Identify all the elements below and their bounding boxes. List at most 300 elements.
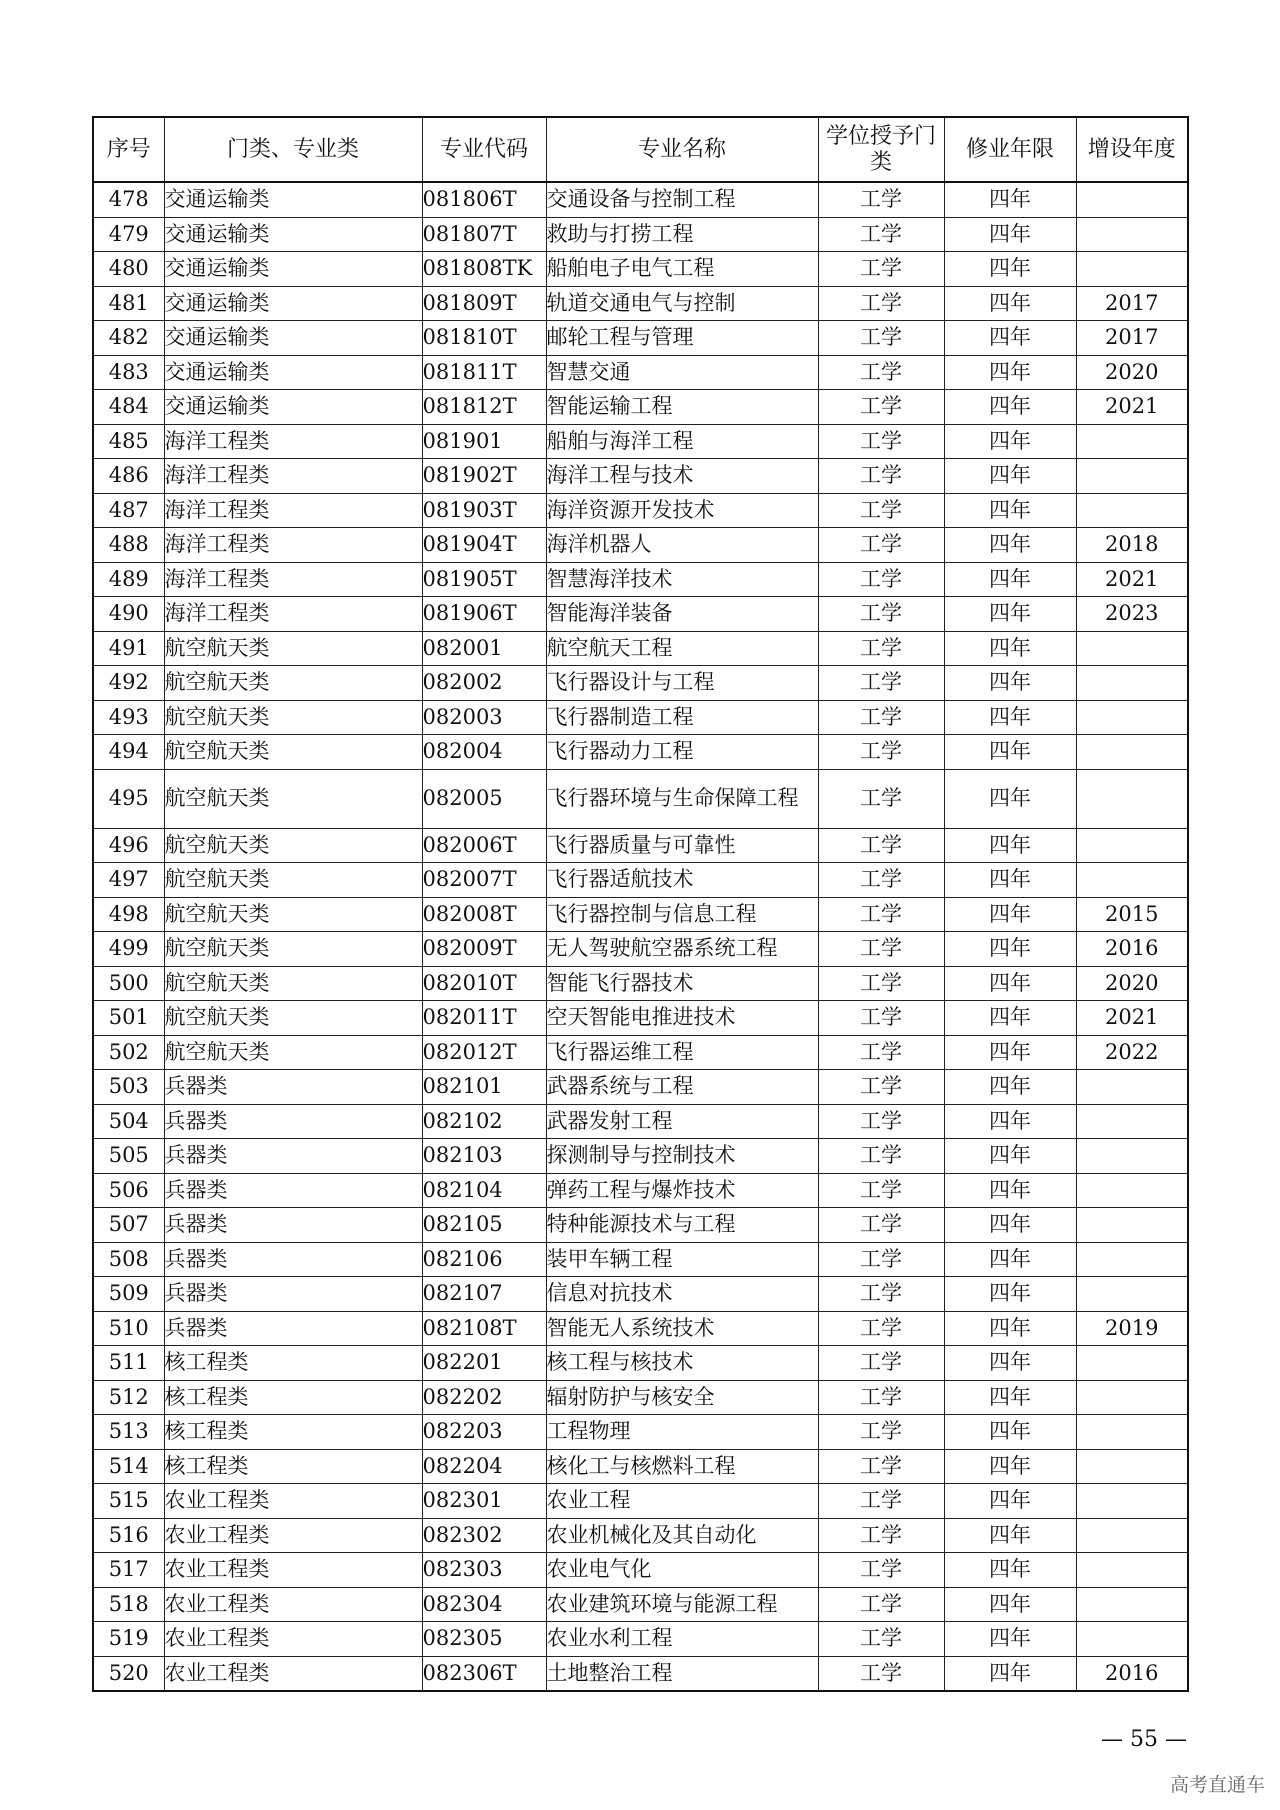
cell-name: 弹药工程与爆炸技术 [546,1173,818,1208]
cell-year-added: 2019 [1076,1311,1188,1346]
cell-degree: 工学 [818,1656,944,1691]
cell-year-added: 2015 [1076,897,1188,932]
cell-name: 海洋机器人 [546,528,818,563]
cell-seq: 487 [93,493,164,528]
cell-seq: 486 [93,459,164,494]
cell-years: 四年 [944,897,1076,932]
cell-years: 四年 [944,597,1076,632]
cell-code: 082202 [422,1380,546,1415]
cell-degree: 工学 [818,493,944,528]
cell-year-added [1076,1415,1188,1450]
cell-name: 农业电气化 [546,1553,818,1588]
cell-name: 智慧交通 [546,355,818,390]
table-row [93,597,1188,632]
cell-year-added [1076,424,1188,459]
cell-code: 082105 [422,1208,546,1243]
cell-year-added [1076,666,1188,701]
cell-seq: 480 [93,252,164,287]
cell-degree: 工学 [818,828,944,863]
cell-category: 核工程类 [164,1346,422,1381]
cell-seq: 511 [93,1346,164,1381]
cell-name: 邮轮工程与管理 [546,321,818,356]
table-row [93,182,1188,217]
cell-years: 四年 [944,1380,1076,1415]
cell-years: 四年 [944,1277,1076,1312]
cell-category: 农业工程类 [164,1656,422,1691]
cell-name: 智能运输工程 [546,390,818,425]
cell-name: 土地整治工程 [546,1656,818,1691]
cell-name: 探测制导与控制技术 [546,1139,818,1174]
cell-year-added [1076,252,1188,287]
table-row [93,1449,1188,1484]
cell-code: 082104 [422,1173,546,1208]
cell-degree: 工学 [818,1173,944,1208]
table-row [93,1622,1188,1657]
cell-year-added [1076,217,1188,252]
table-row [93,1518,1188,1553]
cell-code: 082008T [422,897,546,932]
cell-seq: 492 [93,666,164,701]
table-row [93,459,1188,494]
table-row [93,828,1188,863]
table-row [93,1484,1188,1519]
cell-year-added [1076,631,1188,666]
cell-name: 船舶与海洋工程 [546,424,818,459]
cell-year-added [1076,1173,1188,1208]
cell-category: 兵器类 [164,1311,422,1346]
cell-year-added [1076,863,1188,898]
cell-name: 信息对抗技术 [546,1277,818,1312]
cell-degree: 工学 [818,769,944,828]
cell-code: 082011T [422,1001,546,1036]
cell-degree: 工学 [818,897,944,932]
cell-seq: 502 [93,1035,164,1070]
cell-year-added: 2020 [1076,355,1188,390]
cell-degree: 工学 [818,1001,944,1036]
cell-seq: 498 [93,897,164,932]
table-row [93,1346,1188,1381]
cell-category: 海洋工程类 [164,493,422,528]
cell-degree: 工学 [818,1449,944,1484]
cell-name: 无人驾驶航空器系统工程 [546,932,818,967]
cell-years: 四年 [944,1104,1076,1139]
cell-years: 四年 [944,1415,1076,1450]
cell-seq: 482 [93,321,164,356]
cell-degree: 工学 [818,562,944,597]
cell-category: 农业工程类 [164,1622,422,1657]
table-row [93,631,1188,666]
cell-seq: 483 [93,355,164,390]
cell-seq: 519 [93,1622,164,1657]
cell-year-added [1076,182,1188,217]
cell-degree: 工学 [818,1242,944,1277]
cell-category: 兵器类 [164,1070,422,1105]
cell-seq: 489 [93,562,164,597]
cell-name: 农业水利工程 [546,1622,818,1657]
cell-years: 四年 [944,1311,1076,1346]
cell-seq: 503 [93,1070,164,1105]
cell-code: 082010T [422,966,546,1001]
cell-degree: 工学 [818,217,944,252]
cell-code: 082005 [422,769,546,828]
cell-name: 飞行器设计与工程 [546,666,818,701]
cell-code: 082204 [422,1449,546,1484]
cell-code: 082101 [422,1070,546,1105]
cell-degree: 工学 [818,286,944,321]
cell-code: 081810T [422,321,546,356]
cell-years: 四年 [944,321,1076,356]
cell-year-added: 2021 [1076,562,1188,597]
cell-year-added: 2018 [1076,528,1188,563]
table-row [93,769,1188,828]
cell-year-added [1076,1449,1188,1484]
cell-seq: 485 [93,424,164,459]
cell-seq: 499 [93,932,164,967]
cell-years: 四年 [944,863,1076,898]
cell-name: 武器系统与工程 [546,1070,818,1105]
table-row [93,493,1188,528]
cell-code: 081807T [422,217,546,252]
cell-degree: 工学 [818,1035,944,1070]
table-row [93,390,1188,425]
cell-years: 四年 [944,390,1076,425]
cell-degree: 工学 [818,863,944,898]
cell-seq: 501 [93,1001,164,1036]
table-row [93,1415,1188,1450]
cell-year-added [1076,459,1188,494]
cell-year-added [1076,1277,1188,1312]
watermark: 高考直通车 [1169,1774,1265,1796]
table-row [93,932,1188,967]
cell-seq: 514 [93,1449,164,1484]
cell-years: 四年 [944,666,1076,701]
cell-category: 交通运输类 [164,182,422,217]
cell-year-added [1076,1346,1188,1381]
cell-seq: 508 [93,1242,164,1277]
cell-years: 四年 [944,631,1076,666]
cell-year-added [1076,1380,1188,1415]
cell-code: 081902T [422,459,546,494]
cell-seq: 512 [93,1380,164,1415]
cell-degree: 工学 [818,631,944,666]
header-degree: 学位授予门类 [818,117,944,182]
cell-code: 082306T [422,1656,546,1691]
cell-code: 081806T [422,182,546,217]
cell-category: 航空航天类 [164,863,422,898]
cell-year-added [1076,735,1188,770]
cell-degree: 工学 [818,424,944,459]
table-row [93,897,1188,932]
table-row [93,528,1188,563]
cell-code: 082012T [422,1035,546,1070]
header-seq: 序号 [93,117,164,182]
cell-code: 082103 [422,1139,546,1174]
cell-category: 兵器类 [164,1173,422,1208]
cell-category: 航空航天类 [164,1035,422,1070]
cell-name: 核工程与核技术 [546,1346,818,1381]
cell-year-added [1076,700,1188,735]
cell-years: 四年 [944,1553,1076,1588]
cell-years: 四年 [944,1346,1076,1381]
cell-seq: 490 [93,597,164,632]
table-row [93,1104,1188,1139]
table-row [93,863,1188,898]
cell-category: 核工程类 [164,1415,422,1450]
cell-code: 082007T [422,863,546,898]
header-category: 门类、专业类 [164,117,422,182]
cell-seq: 520 [93,1656,164,1691]
cell-name: 智能飞行器技术 [546,966,818,1001]
table-row [93,1208,1188,1243]
cell-seq: 506 [93,1173,164,1208]
cell-name: 特种能源技术与工程 [546,1208,818,1243]
cell-code: 082201 [422,1346,546,1381]
table-row [93,355,1188,390]
cell-degree: 工学 [818,1139,944,1174]
cell-category: 航空航天类 [164,769,422,828]
cell-degree: 工学 [818,252,944,287]
cell-category: 核工程类 [164,1380,422,1415]
cell-seq: 497 [93,863,164,898]
cell-category: 农业工程类 [164,1518,422,1553]
cell-seq: 507 [93,1208,164,1243]
cell-year-added: 2017 [1076,286,1188,321]
cell-years: 四年 [944,1484,1076,1519]
table-header-row [93,117,1188,182]
cell-seq: 504 [93,1104,164,1139]
cell-name: 空天智能电推进技术 [546,1001,818,1036]
majors-table [92,116,1189,1692]
cell-year-added [1076,1208,1188,1243]
table-row [93,1311,1188,1346]
cell-degree: 工学 [818,1104,944,1139]
cell-year-added [1076,1553,1188,1588]
cell-seq: 484 [93,390,164,425]
cell-years: 四年 [944,1208,1076,1243]
table-row [93,1553,1188,1588]
table-row [93,562,1188,597]
cell-degree: 工学 [818,182,944,217]
table-row [93,666,1188,701]
cell-code: 082301 [422,1484,546,1519]
cell-name: 辐射防护与核安全 [546,1380,818,1415]
table-row [93,1070,1188,1105]
cell-seq: 500 [93,966,164,1001]
cell-seq: 488 [93,528,164,563]
cell-code: 082002 [422,666,546,701]
cell-years: 四年 [944,1139,1076,1174]
cell-name: 智慧海洋技术 [546,562,818,597]
cell-code: 082304 [422,1587,546,1622]
cell-degree: 工学 [818,1415,944,1450]
cell-year-added [1076,1242,1188,1277]
cell-name: 核化工与核燃料工程 [546,1449,818,1484]
cell-name: 海洋工程与技术 [546,459,818,494]
cell-code: 082107 [422,1277,546,1312]
cell-years: 四年 [944,424,1076,459]
cell-year-added [1076,1622,1188,1657]
header-year-added: 增设年度 [1076,117,1188,182]
cell-seq: 505 [93,1139,164,1174]
cell-category: 航空航天类 [164,897,422,932]
cell-name: 飞行器制造工程 [546,700,818,735]
table-row [93,700,1188,735]
cell-name: 飞行器动力工程 [546,735,818,770]
table-row [93,1242,1188,1277]
table-row [93,286,1188,321]
cell-name: 装甲车辆工程 [546,1242,818,1277]
cell-year-added: 2016 [1076,1656,1188,1691]
cell-category: 兵器类 [164,1208,422,1243]
cell-category: 海洋工程类 [164,424,422,459]
cell-degree: 工学 [818,528,944,563]
cell-years: 四年 [944,1242,1076,1277]
cell-degree: 工学 [818,1346,944,1381]
cell-seq: 494 [93,735,164,770]
cell-year-added: 2017 [1076,321,1188,356]
cell-category: 兵器类 [164,1277,422,1312]
cell-name: 智能海洋装备 [546,597,818,632]
cell-code: 081901 [422,424,546,459]
cell-degree: 工学 [818,1380,944,1415]
cell-category: 核工程类 [164,1449,422,1484]
cell-category: 农业工程类 [164,1484,422,1519]
cell-years: 四年 [944,1173,1076,1208]
cell-seq: 518 [93,1587,164,1622]
cell-category: 航空航天类 [164,631,422,666]
cell-seq: 478 [93,182,164,217]
cell-years: 四年 [944,459,1076,494]
cell-category: 交通运输类 [164,217,422,252]
cell-category: 兵器类 [164,1139,422,1174]
cell-code: 082303 [422,1553,546,1588]
cell-category: 交通运输类 [164,355,422,390]
cell-code: 082203 [422,1415,546,1450]
cell-category: 海洋工程类 [164,597,422,632]
cell-year-added [1076,1518,1188,1553]
page-number: — 55 — [1101,1727,1187,1752]
cell-code: 081811T [422,355,546,390]
header-years: 修业年限 [944,117,1076,182]
cell-name: 武器发射工程 [546,1104,818,1139]
cell-name: 农业工程 [546,1484,818,1519]
cell-years: 四年 [944,700,1076,735]
cell-years: 四年 [944,1518,1076,1553]
cell-seq: 496 [93,828,164,863]
cell-degree: 工学 [818,597,944,632]
cell-name: 飞行器运维工程 [546,1035,818,1070]
cell-name: 智能无人系统技术 [546,1311,818,1346]
cell-name: 飞行器控制与信息工程 [546,897,818,932]
cell-category: 航空航天类 [164,1001,422,1036]
cell-code: 081809T [422,286,546,321]
cell-degree: 工学 [818,666,944,701]
cell-category: 航空航天类 [164,828,422,863]
cell-code: 082305 [422,1622,546,1657]
table-row [93,1173,1188,1208]
cell-degree: 工学 [818,321,944,356]
cell-year-added [1076,1070,1188,1105]
cell-name: 交通设备与控制工程 [546,182,818,217]
cell-category: 航空航天类 [164,666,422,701]
cell-seq: 515 [93,1484,164,1519]
cell-seq: 495 [93,769,164,828]
cell-seq: 509 [93,1277,164,1312]
cell-category: 交通运输类 [164,286,422,321]
cell-name: 航空航天工程 [546,631,818,666]
cell-category: 航空航天类 [164,700,422,735]
table-row [93,217,1188,252]
cell-category: 农业工程类 [164,1553,422,1588]
cell-seq: 513 [93,1415,164,1450]
cell-category: 航空航天类 [164,966,422,1001]
cell-category: 航空航天类 [164,932,422,967]
cell-year-added [1076,493,1188,528]
cell-year-added [1076,828,1188,863]
cell-name: 农业建筑环境与能源工程 [546,1587,818,1622]
table-row [93,1587,1188,1622]
cell-code: 081808TK [422,252,546,287]
cell-code: 082106 [422,1242,546,1277]
cell-year-added [1076,1139,1188,1174]
cell-years: 四年 [944,1656,1076,1691]
cell-category: 海洋工程类 [164,562,422,597]
cell-years: 四年 [944,493,1076,528]
cell-code: 081812T [422,390,546,425]
cell-code: 081904T [422,528,546,563]
cell-degree: 工学 [818,1311,944,1346]
cell-degree: 工学 [818,700,944,735]
cell-year-added: 2020 [1076,966,1188,1001]
cell-name: 海洋资源开发技术 [546,493,818,528]
cell-years: 四年 [944,828,1076,863]
cell-category: 交通运输类 [164,252,422,287]
cell-code: 082001 [422,631,546,666]
cell-category: 海洋工程类 [164,459,422,494]
cell-code: 082009T [422,932,546,967]
cell-year-added [1076,1104,1188,1139]
cell-years: 四年 [944,528,1076,563]
table-row [93,1035,1188,1070]
cell-seq: 479 [93,217,164,252]
cell-degree: 工学 [818,355,944,390]
table-row [93,1277,1188,1312]
cell-seq: 481 [93,286,164,321]
cell-degree: 工学 [818,1553,944,1588]
cell-years: 四年 [944,562,1076,597]
cell-seq: 491 [93,631,164,666]
cell-category: 农业工程类 [164,1587,422,1622]
cell-seq: 510 [93,1311,164,1346]
cell-name: 工程物理 [546,1415,818,1450]
cell-name: 船舶电子电气工程 [546,252,818,287]
cell-code: 082006T [422,828,546,863]
cell-years: 四年 [944,769,1076,828]
cell-code: 082102 [422,1104,546,1139]
cell-code: 081903T [422,493,546,528]
cell-name: 轨道交通电气与控制 [546,286,818,321]
cell-code: 081906T [422,597,546,632]
cell-years: 四年 [944,966,1076,1001]
cell-degree: 工学 [818,459,944,494]
cell-years: 四年 [944,1001,1076,1036]
cell-category: 兵器类 [164,1242,422,1277]
cell-year-added [1076,769,1188,828]
cell-name: 飞行器适航技术 [546,863,818,898]
cell-year-added: 2022 [1076,1035,1188,1070]
table-row [93,321,1188,356]
cell-degree: 工学 [818,735,944,770]
